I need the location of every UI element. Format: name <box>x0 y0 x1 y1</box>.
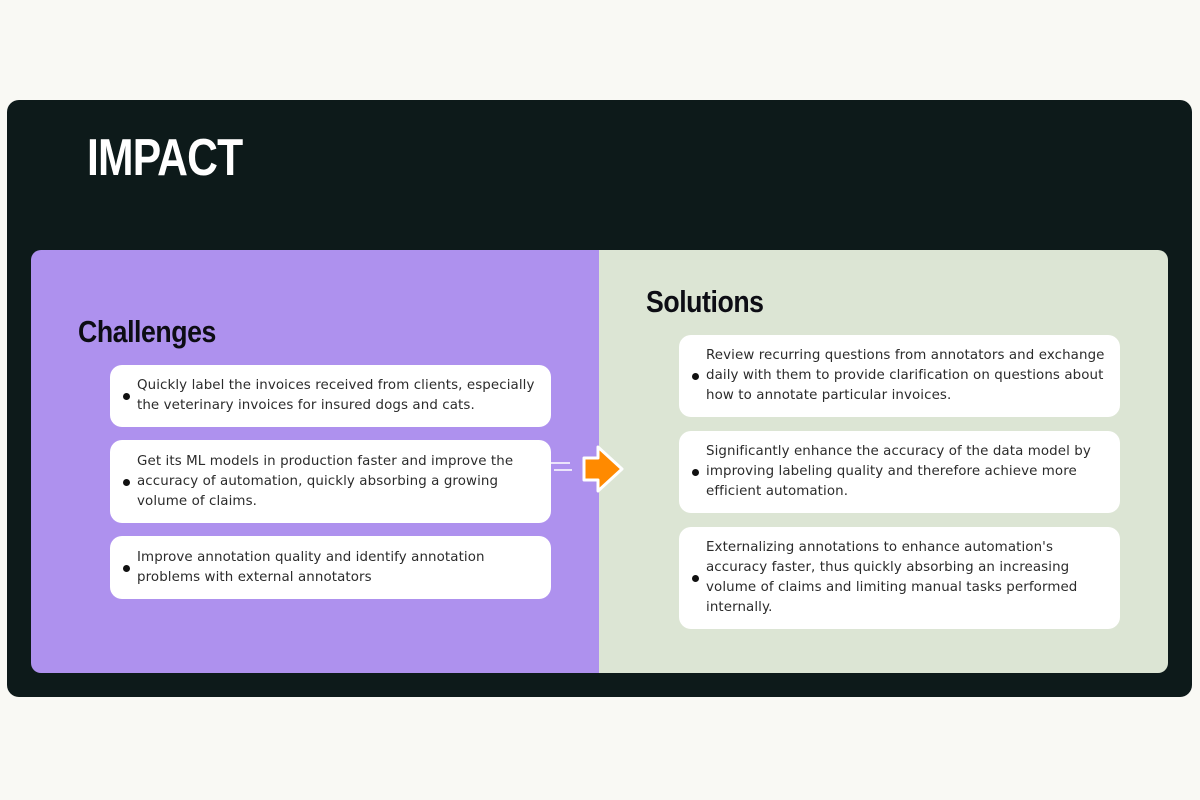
solution-text: Significantly enhance the accuracy of the data model by improving labeling quality and therefore achieve more efficient automation. <box>706 444 1091 499</box>
bullet-dot-icon <box>123 393 130 400</box>
solution-text: Review recurring questions from annotators and exchange daily with them to provide clarification on questions about how to annotate particular invoices. <box>706 348 1105 403</box>
solution-card <box>679 431 1120 513</box>
page-title: IMPACT <box>87 129 243 187</box>
bullet-dot-icon <box>123 565 130 572</box>
solution-text: Externalizing annotations to enhance automation's accuracy faster, thus quickly absorbing an increasing volume of claims and limiting manual tasks performed internally. <box>706 540 1078 615</box>
challenge-text: Improve annotation quality and identify annotation problems with external annotators <box>137 549 485 585</box>
bullet-dot-icon <box>692 373 699 380</box>
challenges-column <box>31 250 599 673</box>
bullet-dot-icon <box>692 575 699 582</box>
challenge-card <box>110 365 551 427</box>
solutions-heading: Solutions <box>646 284 764 319</box>
challenge-card <box>110 536 551 599</box>
challenges-heading: Challenges <box>78 314 216 349</box>
challenge-text: Quickly label the invoices received from clients, especially the veterinary invoices for insured dogs and cats. <box>137 378 535 413</box>
bullet-dot-icon <box>692 469 699 476</box>
challenge-card <box>110 440 551 523</box>
arrow-right-icon <box>540 443 630 495</box>
solutions-column <box>599 250 1168 673</box>
challenge-text: Get its ML models in production faster and improve the accuracy of automation, quickly absorbing a growing volume of claims. <box>137 453 514 509</box>
bullet-dot-icon <box>123 479 130 486</box>
solution-card <box>679 335 1120 417</box>
solution-card <box>679 527 1120 629</box>
